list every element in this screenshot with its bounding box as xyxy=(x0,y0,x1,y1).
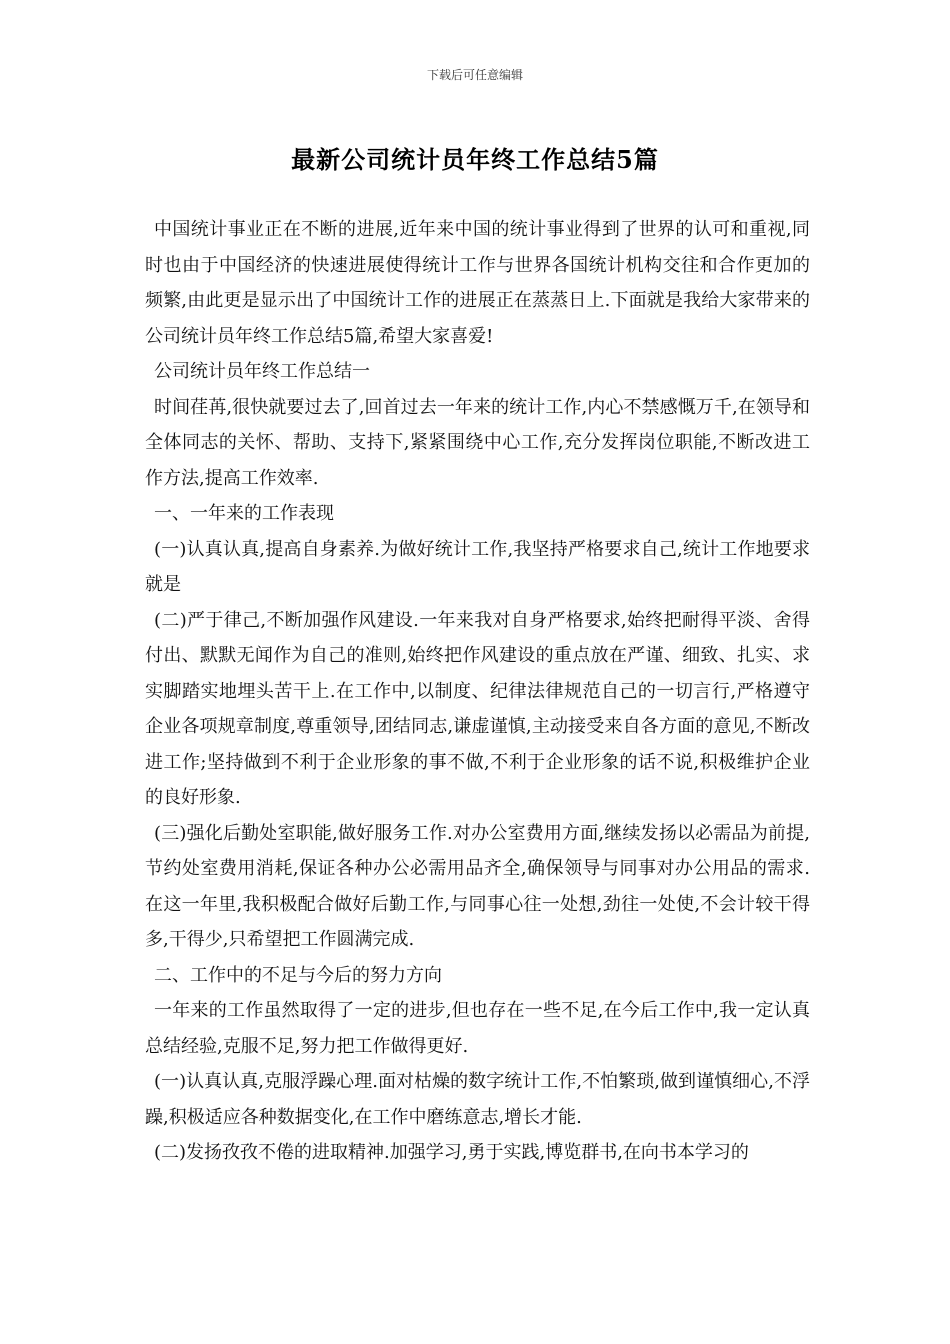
paragraph-improve-2: (二)发扬孜孜不倦的进取精神.加强学习,勇于实践,博览群书,在向书本学习的 xyxy=(154,1142,749,1163)
paragraph-improve-1: (一)认真认真,克服浮躁心理.面对枯燥的数字统计工作,不怕繁琐,做到谨慎细心,不浮躁,积极适应各种数据变化,在工作中磨练意志,增长才能. xyxy=(145,1071,810,1128)
paragraph-opening: 时间荏苒,很快就要过去了,回首过去一年来的统计工作,内心不禁感慨万千,在领导和全体同志的关怀、帮助、支持下,紧紧围绕中心工作,充分发挥岗位职能,不断改进工作方法,提高工作效率. xyxy=(145,396,810,489)
section-heading-summary-one: 公司统计员年终工作总结一 xyxy=(154,361,370,382)
section-heading-performance: 一、一年来的工作表现 xyxy=(154,503,334,524)
document-body xyxy=(145,212,810,1171)
header-note: 下载后可任意编辑 xyxy=(426,68,523,82)
paragraph-shortcomings: 一年来的工作虽然取得了一定的进步,但也存在一些不足,在今后工作中,我一定认真总结经验,克服不足,努力把工作做得更好. xyxy=(145,1000,810,1057)
paragraph-item-3: (三)强化后勤处室职能,做好服务工作.对办公室费用方面,继续发扬以必需品为前提,节约处室费用消耗,保证各种办公必需用品齐全,确保领导与同事对办公用品的需求.在这一年里,我积极配合做好后勤工作,与同事心往一处想,劲往一处使,不会计较干得多,干得少,只希望把工作圆满完成. xyxy=(145,822,810,950)
section-heading-shortcomings: 二、工作中的不足与今后的努力方向 xyxy=(154,964,442,986)
paragraph-item-1: (一)认真认真,提高自身素养.为做好统计工作,我坚持严格要求自己,统计工作地要求就是 xyxy=(145,538,810,595)
document-title: 最新公司统计员年终工作总结5篇 xyxy=(291,145,659,174)
paragraph-item-2: (二)严于律己,不断加强作风建设.一年来我对自身严格要求,始终把耐得平淡、舍得付出、默默无闻作为自己的准则,始终把作风建设的重点放在严谨、细致、扎实、求实脚踏实地埋头苦干上.在工作中,以制度、纪律法律规范自己的一切言行,严格遵守企业各项规章制度,尊重领导,团结同志,谦虚谨慎,主动接受来自各方面的意见,不断改进工作;坚持做到不利于企业形象的事不做,不利于企业形象的话不说,积极维护企业的良好形象. xyxy=(145,609,810,808)
paragraph-intro: 中国统计事业正在不断的进展,近年来中国的统计事业得到了世界的认可和重视,同时也由于中国经济的快速进展使得统计工作与世界各国统计机构交往和合作更加的频繁,由此更是显示出了中国统计工作的进展正在蒸蒸日上.下面就是我给大家带来的公司统计员年终工作总结5篇,希望大家喜爱! xyxy=(145,219,810,347)
